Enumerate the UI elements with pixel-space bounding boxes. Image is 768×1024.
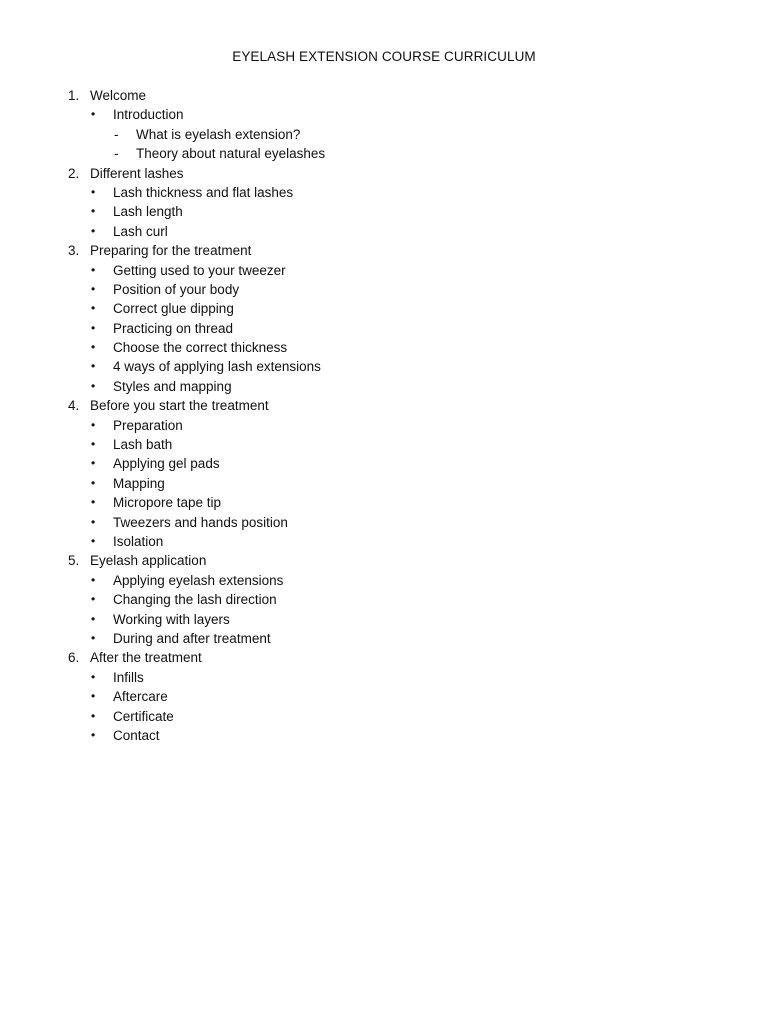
bullet-marker: • (91, 495, 96, 510)
topic-item (66, 105, 726, 124)
topic-label: Tweezers and hands position (113, 514, 288, 530)
document-title: EYELASH EXTENSION COURSE CURRICULUM (232, 49, 536, 64)
topic-item (66, 687, 726, 706)
section-number: 1. (68, 88, 80, 103)
subtopic-item (66, 125, 726, 144)
bullet-marker: • (91, 689, 96, 704)
topic-label: Changing the lash direction (113, 592, 277, 608)
bullet-marker: • (91, 514, 96, 529)
dash-marker: - (114, 126, 119, 142)
topic-label: Working with layers (113, 611, 230, 627)
topic-label: Infills (113, 669, 144, 685)
topic-item (66, 338, 726, 357)
bullet-marker: • (91, 417, 96, 432)
topic-label: Getting used to your tweezer (113, 262, 286, 278)
topic-label: Micropore tape tip (113, 495, 222, 511)
topic-label: Isolation (113, 533, 164, 549)
topic-label: Applying eyelash extensions (113, 572, 284, 588)
topic-label: During and after treatment (113, 630, 271, 646)
topic-item (66, 513, 726, 532)
topic-item (66, 299, 726, 318)
topic-item (66, 668, 726, 687)
bullet-marker: • (91, 630, 96, 645)
topic-item (66, 532, 726, 551)
topic-label: Mapping (113, 475, 165, 491)
topic-label: Aftercare (113, 689, 168, 705)
section-item (66, 86, 726, 105)
bullet-marker: • (91, 572, 96, 587)
section-item (66, 241, 726, 260)
topic-label: Introduction (113, 107, 184, 123)
topic-item (66, 629, 726, 648)
topic-label: Lash thickness and flat lashes (113, 184, 294, 200)
topic-label: Contact (113, 727, 160, 743)
topic-item (66, 222, 726, 241)
topic-item (66, 435, 726, 454)
bullet-marker: • (91, 340, 96, 355)
section-number: 4. (68, 398, 80, 414)
bullet-marker: • (91, 456, 96, 471)
bullet-marker: • (91, 437, 96, 452)
section-item (66, 396, 726, 415)
topic-label: Lash bath (113, 437, 173, 453)
subtopic-label: Theory about natural eyelashes (136, 146, 326, 162)
section-title: Eyelash application (90, 553, 207, 569)
section-number: 6. (68, 650, 80, 666)
section-number: 2. (68, 165, 80, 181)
bullet-marker: • (91, 727, 96, 742)
topic-label: Certificate (113, 708, 174, 724)
bullet-marker: • (91, 262, 96, 277)
bullet-marker: • (91, 281, 96, 296)
topic-item (66, 726, 726, 745)
topic-label: Position of your body (113, 281, 240, 297)
topic-label: Correct glue dipping (113, 301, 234, 317)
dash-marker: - (114, 146, 119, 162)
curriculum-list (66, 86, 726, 745)
section-title: Different lashes (90, 165, 184, 181)
topic-item (66, 202, 726, 221)
section-number: 5. (68, 553, 80, 569)
section-item (66, 648, 726, 667)
topic-item (66, 280, 726, 299)
section-item (66, 551, 726, 570)
bullet-marker: • (91, 184, 96, 199)
bullet-marker: • (91, 669, 96, 684)
topic-label: Lash length (113, 204, 183, 220)
section-title: Preparing for the treatment (90, 243, 252, 259)
bullet-marker: • (91, 320, 96, 335)
topic-item (66, 416, 726, 435)
bullet-marker: • (91, 592, 96, 607)
section-title: After the treatment (90, 650, 202, 666)
bullet-marker: • (91, 107, 96, 122)
bullet-marker: • (91, 204, 96, 219)
topic-label: Practicing on thread (113, 320, 234, 336)
topic-label: Preparation (113, 417, 183, 433)
bullet-marker: • (91, 223, 96, 238)
topic-item (66, 590, 726, 609)
topic-item (66, 474, 726, 493)
topic-item (66, 454, 726, 473)
bullet-marker: • (91, 611, 96, 626)
topic-item (66, 571, 726, 590)
bullet-marker: • (91, 533, 96, 548)
topic-label: Lash curl (113, 223, 168, 239)
bullet-marker: • (91, 708, 96, 723)
topic-item (66, 707, 726, 726)
section-number: 3. (68, 243, 80, 259)
topic-item (66, 261, 726, 280)
topic-item (66, 610, 726, 629)
bullet-marker: • (91, 378, 96, 393)
topic-item (66, 183, 726, 202)
topic-item (66, 493, 726, 512)
topic-label: Choose the correct thickness (113, 340, 288, 356)
topic-item (66, 377, 726, 396)
bullet-marker: • (91, 301, 96, 316)
topic-label: 4 ways of applying lash extensions (113, 359, 321, 375)
section-item (66, 164, 726, 183)
topic-label: Applying gel pads (113, 456, 220, 472)
topic-item (66, 319, 726, 338)
section-title: Before you start the treatment (90, 398, 269, 414)
topic-item (66, 357, 726, 376)
bullet-marker: • (91, 359, 96, 374)
subtopic-item (66, 144, 726, 163)
subtopic-label: What is eyelash extension? (136, 126, 301, 142)
bullet-marker: • (91, 475, 96, 490)
topic-label: Styles and mapping (113, 378, 232, 394)
section-title: Welcome (90, 88, 147, 103)
